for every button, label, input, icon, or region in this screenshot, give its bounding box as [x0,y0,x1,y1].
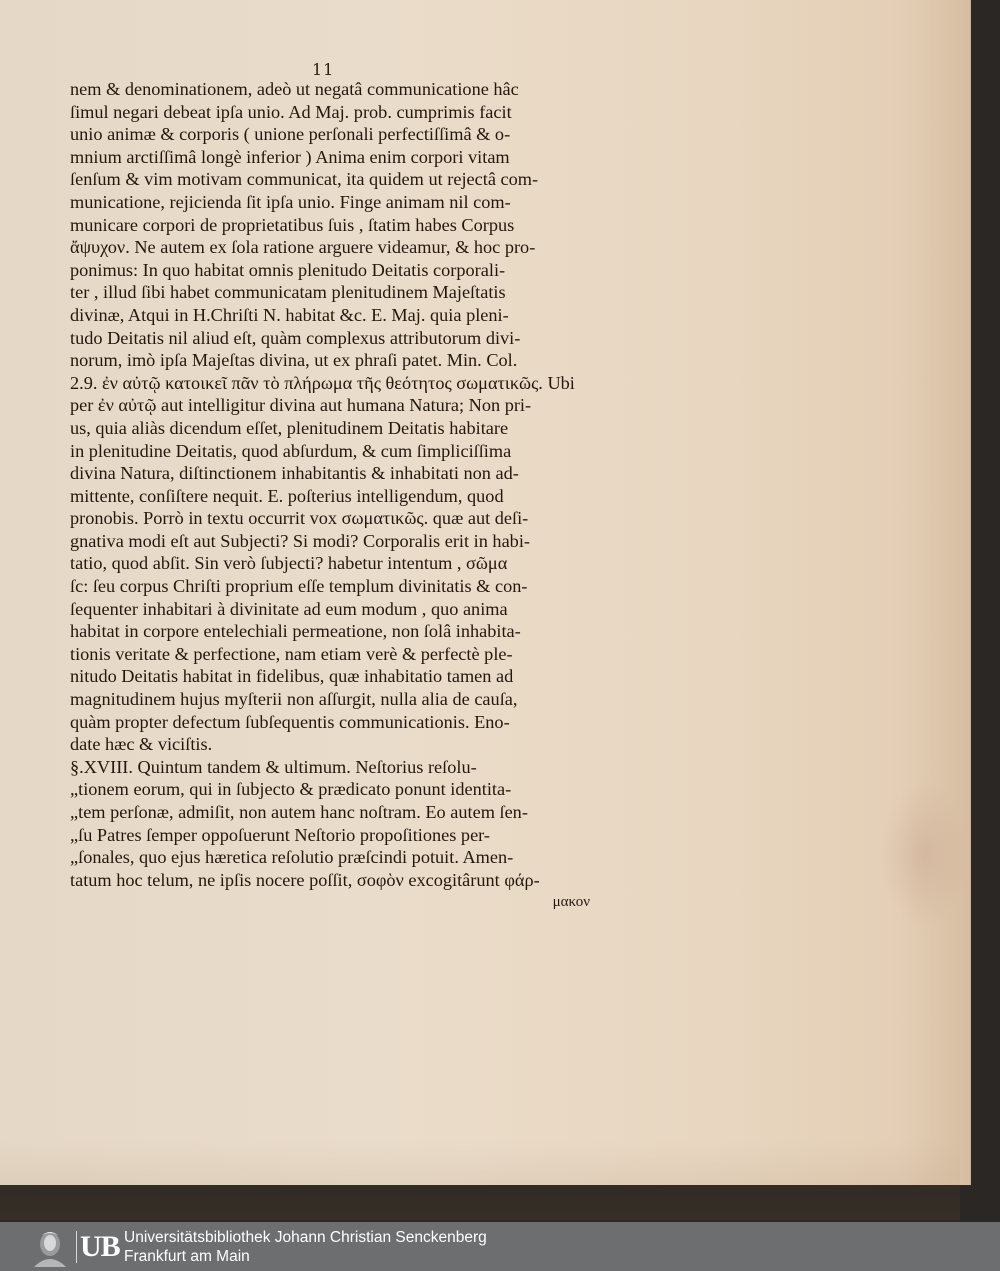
text-line: divinæ, Atqui in H.Chriſti N. habitat &c. E. Maj. quia pleni- [70,304,509,325]
page-edge-shadow [0,1140,960,1220]
text-line: gnativa modi eſt aut Subjecti? Si modi? Corporalis erit in habi- [70,530,530,551]
text-line: in plenitudine Deitatis, quod abſurdum, & cum ſimpliciſſima [70,440,512,461]
page-text [70,78,590,914]
text-line: ſenſum & vim motivam communicat, ita quidem ut rejectâ com- [70,169,539,190]
text-line: mittente, conſiſtere nequit. E. poſterius intelligendum, quod [70,485,504,506]
text-line: nem & denominationem, adeò ut negatâ communicatione hâc [70,79,519,99]
text-line: pronobis. Porrò in textu occurrit vox σωματικῶς. quæ aut deſi- [70,508,529,529]
text-line: quàm propter defectum ſubſequentis communicationis. Eno- [70,711,510,732]
text-line: „ſu Patres ſemper oppoſuerunt Neſtorio propoſitiones per- [70,824,490,845]
text-line: divina Natura, diſtinctionem inhabitantis & inhabitati non ad- [70,463,519,484]
text-line: ſimul negari debeat ipſa unio. Ad Maj. prob. cumprimis facit [70,101,512,122]
text-line: ſequenter inhabitari à divinitate ad eum modum , quo anima [70,598,508,619]
text-line: mnium arctiſſimâ longè inferior ) Anima enim corpori vitam [70,146,510,167]
text-line: ter , illud ſibi habet communicatam plenitudinem Majeſtatis [70,282,506,303]
ub-logo[interactable] [26,1227,118,1267]
text-line: „tem perſonæ, admiſit, non autem hanc noſtram. Eo autem ſen- [70,802,528,822]
logo-text: UB [80,1230,120,1263]
institution-name: Universitätsbibliothek Johann Christian Senckenberg [124,1229,487,1246]
text-line: tatio, quod abſit. Sin verò ſubjecti? habetur intentum , σῶμα [70,553,508,574]
text-line: tionis veritate & perfectione, nam etiam verè & perfectè ple- [70,643,513,664]
text-line: ſc: ſeu corpus Chriſti proprium eſſe templum divinitatis & con- [70,576,528,597]
text-line: ἄψυχον. Ne autem ex ſola ratione arguere videamur, & hoc pro- [70,237,536,258]
text-line: „tionem eorum, qui in ſubjecto & prædicato ponunt identita- [70,779,512,800]
page-number: 11 [312,60,335,79]
text-line: magnitudinem hujus myſterii non aſſurgit, nulla alia de cauſa, [70,689,518,710]
text-line: date hæc & viciſtis. [70,734,213,755]
text-line: tatum hoc telum, ne ipſis nocere poſſit, σοφὸν excogitârunt φάρ- [70,869,540,890]
text-line: unio animæ & corporis ( unione perſonali perfectiſſimâ & o- [70,124,511,145]
portrait-icon [26,1227,74,1267]
text-line: §.XVIII. Quintum tandem & ultimum. Neſtorius reſolu- [70,756,477,777]
text-line: habitat in corpore entelechiali permeatione, non ſolâ inhabita- [70,621,521,642]
text-line: ponimus: In quo habitat omnis plenitudo Deitatis corporali- [70,259,506,280]
text-line: „ſonales, quo ejus hæretica reſolutio præſcindi potuit. Amen- [70,847,514,868]
paper-stain [880,780,970,930]
text-line: norum, imò ipſa Majeſtas divina, ut ex phraſi patet. Min. Col. [70,350,518,371]
text-line: nitudo Deitatis habitat in fidelibus, quæ inhabitatio tamen ad [70,666,514,687]
text-line: municare corpori de proprietatibus ſuis , ſtatim habes Corpus [70,214,515,235]
text-line: 2.9. ἐν αὐτῷ κατοικεῖ πᾶν τὸ πλήρωμα τῆς θεότητος σωματικῶς. Ubi [70,372,575,393]
text-line: tudo Deitatis nil aliud eſt, quàm complexus attributorum divi- [70,327,521,348]
text-line: municatione, rejicienda ſit ipſa unio. Finge animam nil com- [70,191,511,212]
text-line: us, quia aliàs dicendum eſſet, plenitudinem Deitatis habitare [70,417,509,438]
logo-divider [76,1231,77,1263]
text-line: μακον [552,894,590,911]
text-line: per ἐν αὐτῷ aut intelligitur divina aut humana Natura; Non pri- [70,395,532,416]
institution-city: Frankfurt am Main [124,1248,250,1265]
